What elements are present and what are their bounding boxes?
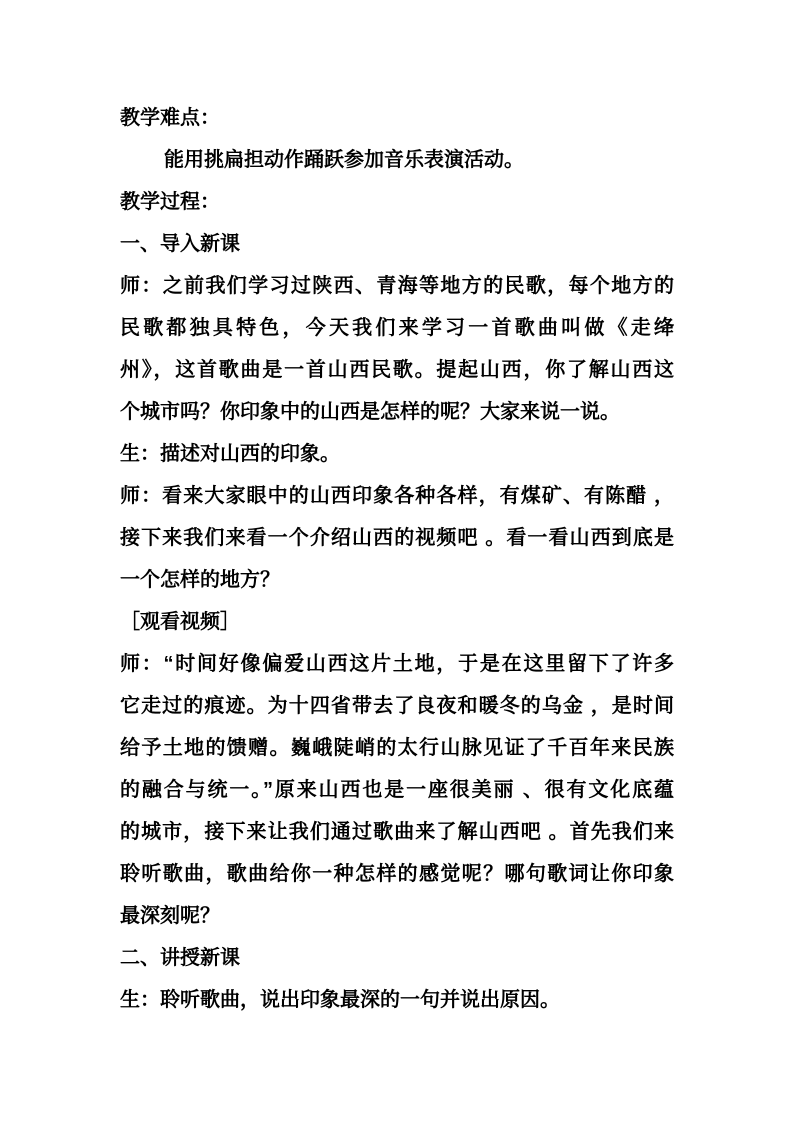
paragraph-line: 师：看来大家眼中的山西印象各种各样，有煤矿、有陈醋 ，	[120, 485, 674, 507]
paragraph-line: 师：之前我们学习过陕西、青海等地方的民歌，每个地方的	[120, 275, 674, 297]
paragraph-line: 民歌都独具特色，今天我们来学习一首歌曲叫做《走绛	[120, 317, 674, 339]
paragraph-line: 师：“时间好像偏爱山西这片土地，于是在这里留下了许多	[120, 653, 674, 675]
document-page	[120, 97, 674, 1021]
paragraph-line: 的融合与统一。”原来山西也是一座很美丽 、很有文化底蕴	[120, 779, 674, 801]
paragraph-line: 生：描述对山西的印象。	[120, 443, 340, 465]
heading-teaching-difficulty: 教学难点：	[120, 107, 220, 129]
paragraph-line: 州》，这首歌曲是一首山西民歌。提起山西，你了解山西这	[120, 359, 674, 381]
heading-teaching-process: 教学过程：	[120, 191, 220, 213]
paragraph-difficulty-content: 能用挑扁担动作踊跃参加音乐表演活动。	[164, 149, 524, 171]
watch-video-note: ［观看视频］	[120, 611, 240, 633]
paragraph-line: 最深刻呢？	[120, 905, 220, 927]
paragraph-line: 生：聆听歌曲，说出印象最深的一句并说出原因。	[120, 989, 560, 1011]
paragraph-line: 它走过的痕迹。为十四省带去了良夜和暖冬的乌金 ，是时间	[120, 695, 674, 717]
section-heading-intro: 一、导入新课	[120, 233, 240, 255]
section-heading-new-lesson: 二、讲授新课	[120, 947, 240, 969]
paragraph-line: 的城市，接下来让我们通过歌曲来了解山西吧 。首先我们来	[120, 821, 674, 843]
paragraph-line: 接下来我们来看一个介绍山西的视频吧 。看一看山西到底是	[120, 527, 674, 549]
paragraph-line: 一个怎样的地方？	[120, 569, 280, 591]
paragraph-line: 聆听歌曲，歌曲给你一种怎样的感觉呢？哪句歌词让你印象	[120, 863, 674, 885]
paragraph-line: 个城市吗？你印象中的山西是怎样的呢？大家来说一说。	[120, 401, 620, 423]
paragraph-line: 给予土地的馈赠。巍峨陡峭的太行山脉见证了千百年来民族	[120, 737, 674, 759]
